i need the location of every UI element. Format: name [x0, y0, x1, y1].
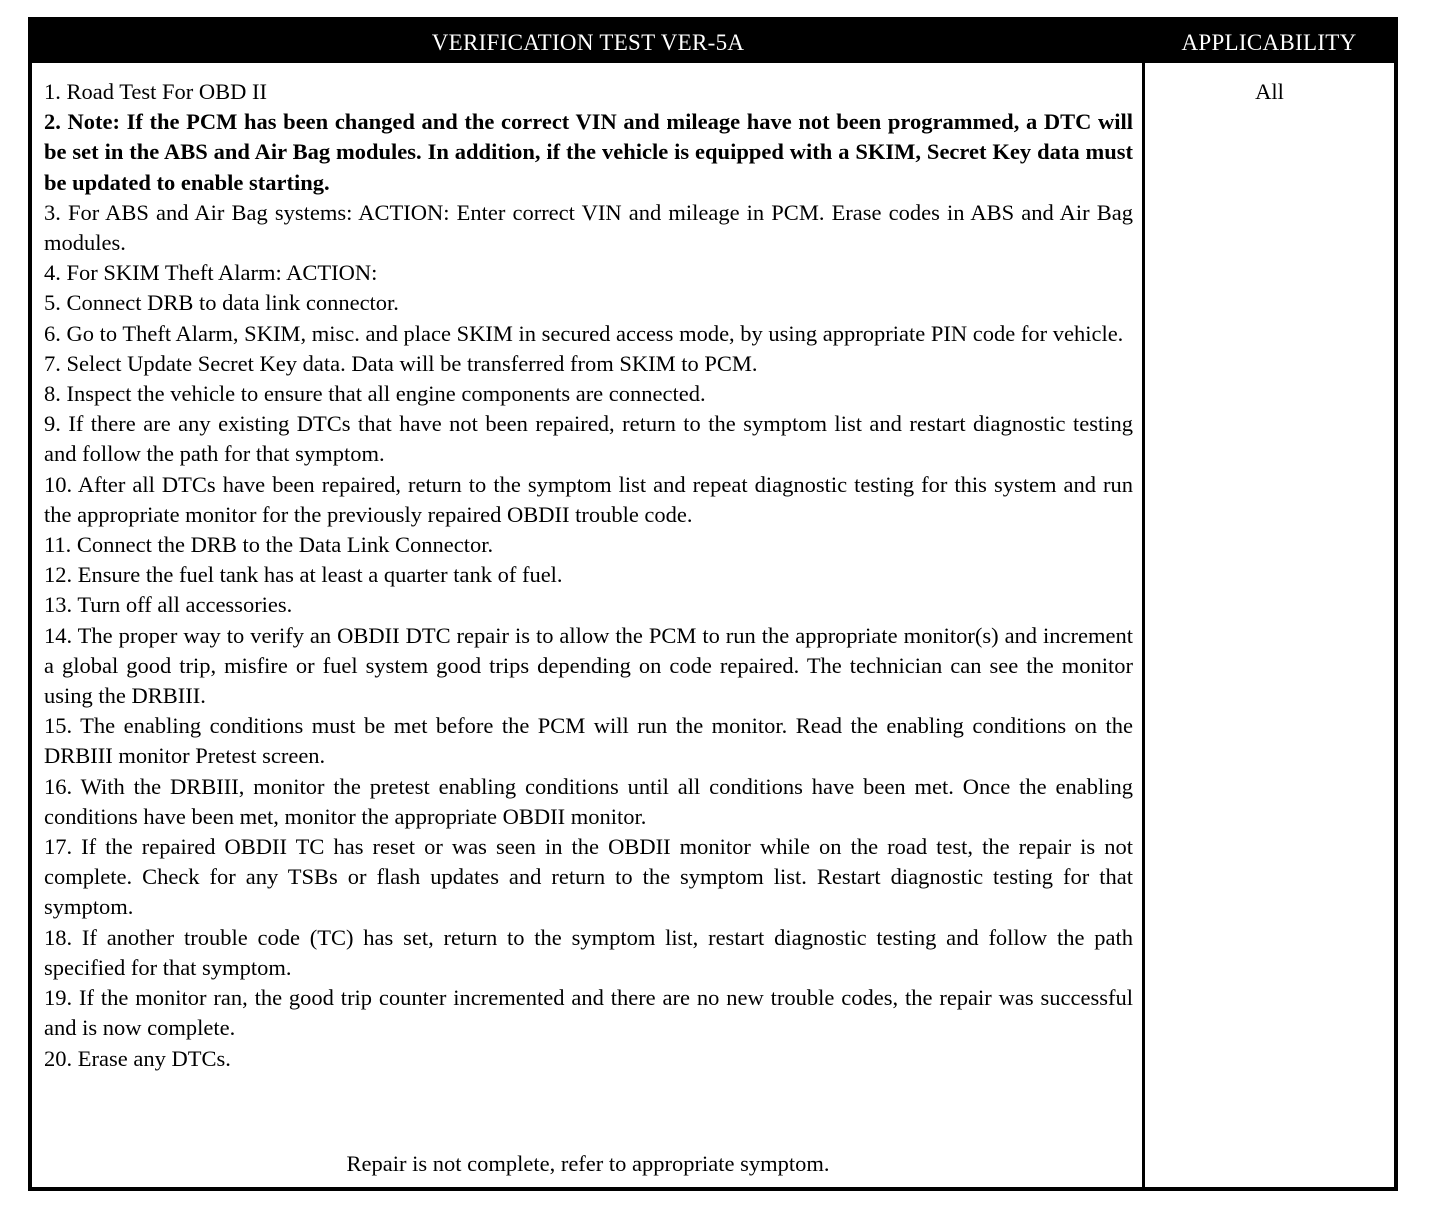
- step-1: 1. Road Test For OBD II: [44, 79, 268, 104]
- step-12: 12. Ensure the fuel tank has at least a quarter tank of fuel.: [44, 562, 563, 588]
- step-15: 15. The enabling conditions must be met before the PCM will run the monitor. Read the enabling conditions on the DRBIII monitor Pretest screen.: [44, 713, 1133, 769]
- step-14: 14. The proper way to verify an OBDII DTC repair is to allow the PCM to run the appropriate monitor(s) and increment a global good trip, misfire or fuel system good trips depending on code repaired. The technician can see the monitor using the DRBIII.: [44, 622, 1133, 709]
- step-16: 16. With the DRBIII, monitor the pretest enabling conditions until all conditions have been met. Once the enabling conditions have been met, monitor the appropriate OBDII monitor.: [44, 773, 1133, 829]
- step-3: 3. For ABS and Air Bag systems: ACTION: Enter correct VIN and mileage in PCM. Erase codes in ABS and Air Bag modules.: [44, 199, 1133, 256]
- step-11: 11. Connect the DRB to the Data Link Connector.: [44, 532, 494, 558]
- step-8: 8. Inspect the vehicle to ensure that all engine components are connected.: [44, 381, 706, 407]
- repair-incomplete-note: Repair is not complete, refer to appropriate symptom.: [346, 1151, 830, 1176]
- step-4: 4. For SKIM Theft Alarm: ACTION:: [44, 260, 378, 286]
- column-divider: [1142, 63, 1145, 1187]
- step-7: 7. Select Update Secret Key data. Data will be transferred from SKIM to PCM.: [44, 350, 758, 376]
- step-17: 17. If the repaired OBDII TC has reset or was seen in the OBDII monitor while on the road test, the repair is not complete. Check for any TSBs or flash updates and return to the symptom list. Restart diagnostic testing for that symptom.: [44, 834, 1133, 920]
- step-6: 6. Go to Theft Alarm, SKIM, misc. and place SKIM in secured access mode, by using appropriate PIN code for vehicle.: [44, 320, 1124, 346]
- step-13: 13. Turn off all accessories.: [44, 592, 293, 618]
- step-2-note: 2. Note: If the PCM has been changed and the correct VIN and mileage have not been programmed, a DTC will be set in the ABS and Air Bag modules. In addition, if the vehicle is equipped with a SKIM, Secret Key data must be updated to enable starting.: [44, 109, 1133, 195]
- step-20: 20. Erase any DTCs.: [44, 1045, 231, 1071]
- step-5: 5. Connect DRB to data link connector.: [44, 290, 399, 316]
- table-header-row: [32, 21, 1394, 63]
- test-steps: [44, 77, 1133, 1074]
- step-19: 19. If the monitor ran, the good trip counter incremented and there are no new trouble codes, the repair was successful and is now complete.: [44, 985, 1133, 1041]
- applicability-value: All: [1255, 79, 1284, 104]
- step-9: 9. If there are any existing DTCs that have not been repaired, return to the symptom list and restart diagnostic testing and follow the path for that symptom.: [44, 411, 1133, 467]
- step-18: 18. If another trouble code (TC) has set, return to the symptom list, restart diagnostic testing and follow the path specified for that symptom.: [44, 924, 1133, 980]
- test-title-header: VERIFICATION TEST VER-5A: [431, 30, 745, 55]
- applicability-header: APPLICABILITY: [1181, 30, 1357, 55]
- verification-test-table: [28, 17, 1398, 1191]
- step-10: 10. After all DTCs have been repaired, return to the symptom list and repeat diagnostic testing for this system and run the appropriate monitor for the previously repaired OBDII trouble code.: [44, 471, 1133, 527]
